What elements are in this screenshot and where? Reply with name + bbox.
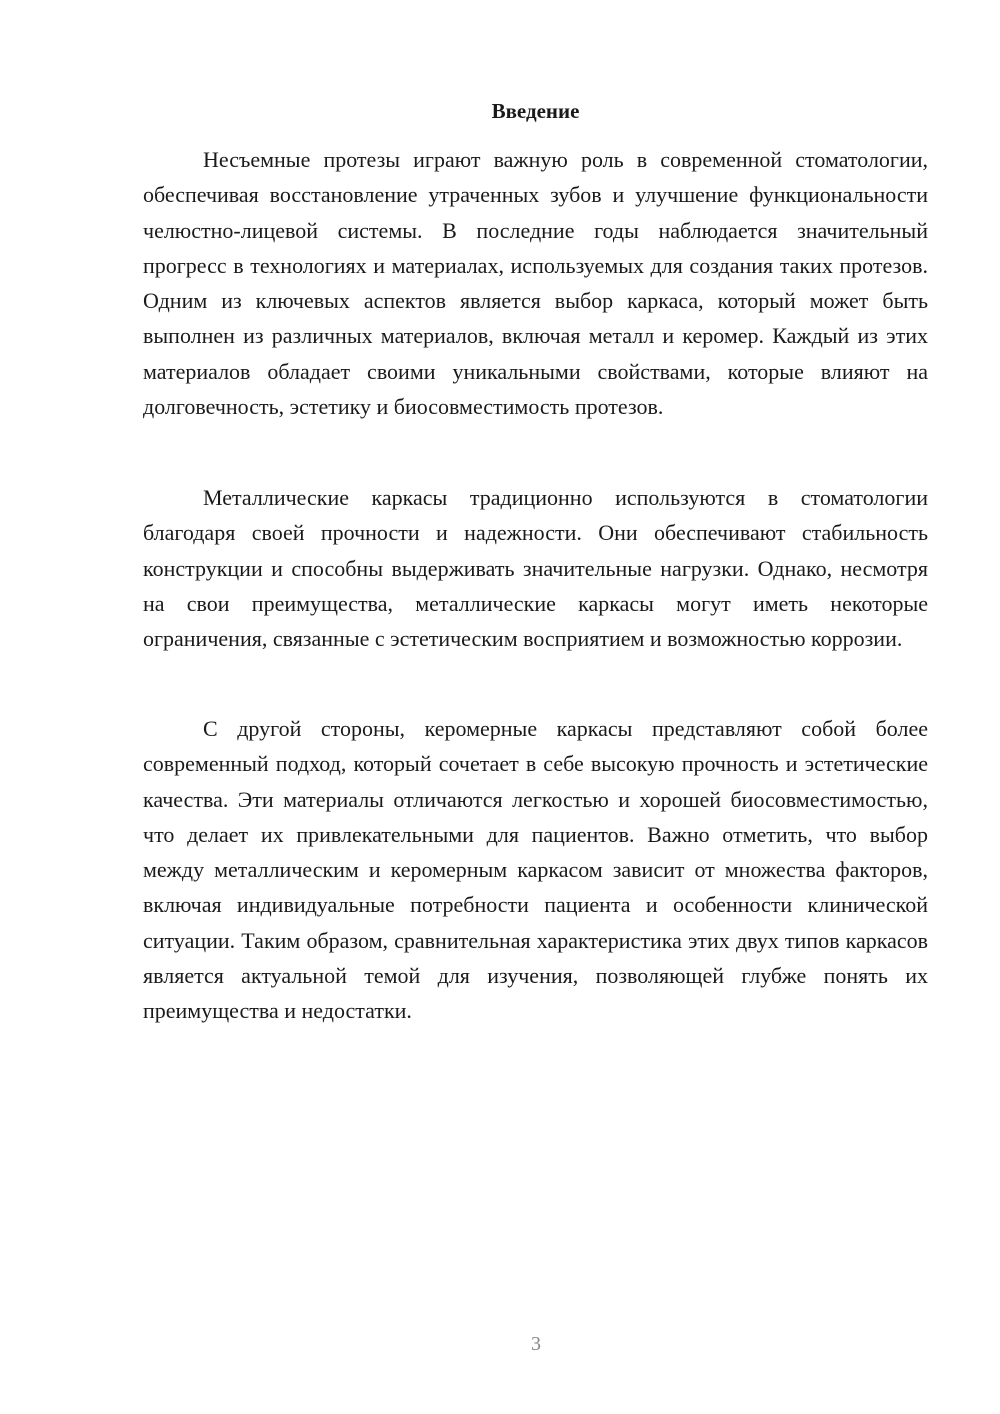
paragraph-3: С другой стороны, керомерные каркасы представляют собой более современный подход, который сочетает в себе высокую прочность и эстетические качества. Эти материалы отличаются легкостью и хорошей биосовместимостью, что делает их привлекательными для пациентов. Важно отметить, что выбор между металлическим и керомерным каркасом зависит от множества факторов, включая индивидуальные потребности пациента и особенности клинической ситуации. Таким образом, сравнительная характеристика этих двух типов каркасов является актуальной темой для изучения, позволяющей глубже понять их преимущества и недостатки. [143, 716, 928, 1024]
page-number: 3 [531, 1333, 541, 1355]
paragraph-1: Несъемные протезы играют важную роль в современной стоматологии, обеспечивая восстановление утраченных зубов и улучшение функциональности челюстно-лицевой системы. В последние годы наблюдается значительный прогресс в технологиях и материалах, используемых для создания таких протезов. Одним из ключевых аспектов является выбор каркаса, который может быть выполнен из различных материалов, включая металл и керомер. Каждый из этих материалов обладает своими уникальными свойствами, которые влияют на долговечность, эстетику и биосовместимость протезов. [143, 147, 928, 420]
section-heading: Введение [491, 99, 580, 123]
paragraph-2: Металлические каркасы традиционно используются в стоматологии благодаря своей прочности и надежности. Они обеспечивают стабильность конструкции и способны выдерживать значительные нагрузки. Однако, несмотря на свои преимущества, металлические каркасы могут иметь некоторые ограничения, связанные с эстетическим восприятием и возможностью коррозии. [143, 485, 928, 652]
